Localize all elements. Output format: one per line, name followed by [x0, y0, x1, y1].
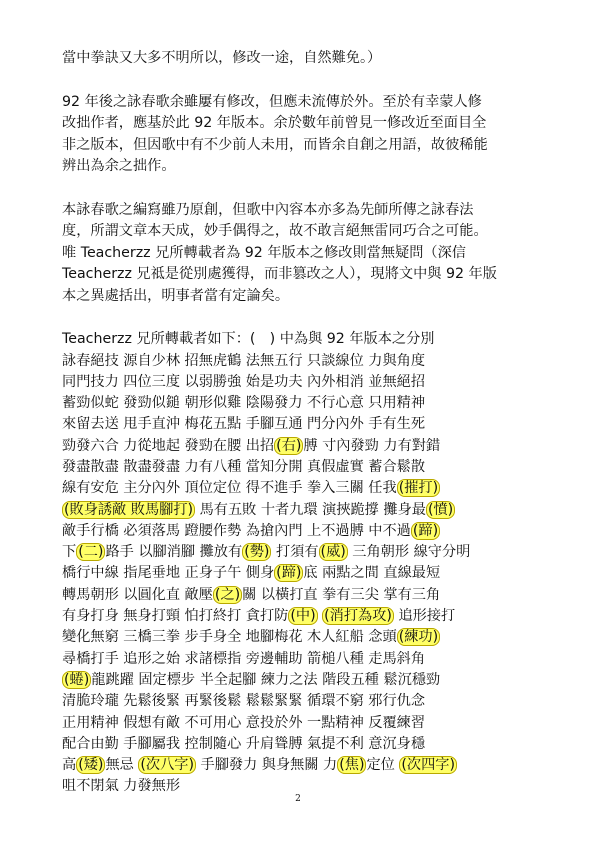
text-line: 本詠春歌之編寫雖乃原創，但歌中內容本亦多為先師所傳之詠春法 [62, 201, 474, 218]
verse-text: 線有安危 主分內外 頂位定位 得不進手 拳入三關 任我 [62, 480, 397, 497]
highlighted-difference: (之) [214, 586, 241, 603]
verse-line [62, 372, 562, 393]
text-line: Teacherzz 兄祗是從別處獲得，而非篡改之人），現將文中與 92 年版 [62, 266, 497, 282]
paragraph-3 [62, 200, 562, 308]
verse-line [62, 713, 562, 734]
highlighted-difference: (中) [290, 608, 316, 625]
page-number: 2 [295, 794, 301, 804]
verse-text: 馬有五敗 十者九環 演挾跪撐 攤身最 [195, 501, 426, 518]
highlighted-difference: (勢) [244, 544, 270, 561]
verse-line [62, 649, 562, 670]
verse-line [62, 521, 562, 542]
verse-text: 清脆玲瓏 先鬆後緊 再緊後鬆 鬆鬆緊緊 循環不窮 邪行仇念 [62, 693, 426, 710]
highlighted-difference: (次四字) [401, 757, 456, 774]
highlighted-difference: (蹄) [412, 522, 439, 539]
verse-text: 敵手行橋 必須落馬 蹬腰作勢 為搶內門 上不過膊 中不過 [62, 522, 411, 539]
highlighted-difference: (矮) [78, 757, 104, 774]
highlighted-difference: (威) [320, 544, 346, 561]
verse-text: 發盡散盡 散盡發盡 力有八種 當知分開 真假虛實 蓄合鬆散 [62, 458, 426, 475]
verse-text: 蓄勁似蛇 發勁似鎚 朝形似雞 陰陽發力 不行心意 只用精神 [62, 395, 426, 412]
verse-text: 下 [62, 544, 77, 561]
text-line: 改拙作者，應基於此 92 年版本。余於數年前曾見一修改近至面目全 [62, 115, 487, 131]
verse-line [62, 734, 562, 755]
highlighted-difference: (消打為攻) [324, 608, 392, 625]
verse-text: 路手 以腳消腳 攤放有 [105, 544, 243, 561]
highlighted-difference: (摧打) [398, 480, 439, 497]
verse-text: 橋行中線 指尾垂地 正身子午 側身 [62, 565, 275, 582]
highlighted-difference: (練功) [398, 629, 439, 646]
verse-text: 追形接打 [393, 608, 456, 625]
verse-line [62, 436, 562, 457]
verse-text: 勁發六合 力從地起 發勁在腰 出招 [62, 437, 275, 454]
highlighted-difference: (敗身誘敵 敗馬腳打) [64, 501, 194, 518]
verse-line [62, 691, 562, 712]
verse-line [62, 414, 562, 435]
verse-text: 正用精神 假想有敵 不可用心 意投於外 一點精神 反覆練習 [62, 714, 426, 731]
highlighted-difference: (次八字) [140, 757, 194, 774]
verse-text: 配合由勤 手腳屬我 控制隨心 升肩聳膊 氣提不利 意沉身穩 [62, 735, 426, 752]
verse-text: 關 以橫打直 拳有三尖 掌有三角 [242, 586, 441, 603]
text-line: 92 年後之詠春歌余雖屢有修改，但應未流傳於外。至於有幸蒙人修 [62, 93, 482, 110]
verse-text: 來留去送 甩手直沖 梅花五點 手腳互通 門分內外 手有生死 [62, 416, 426, 433]
verse-line [62, 542, 562, 563]
highlighted-difference: (蜷) [64, 671, 90, 688]
text-line: 度，所謂文章本天成，妙手偶得之，故不敢言絕無雷同巧合之可能。 [62, 223, 488, 239]
paragraph-1 [62, 48, 562, 70]
verse-line [62, 627, 562, 648]
verse-text: 定位 [366, 757, 400, 774]
verse-line [62, 606, 562, 627]
verse-line [62, 393, 562, 414]
verse-text: 變化無窮 三橋三拳 步手身全 地腳梅花 木人紅船 念頭 [62, 629, 397, 646]
verse-text: 手腳發力 與身無關 力 [196, 757, 338, 774]
highlighted-difference: (右) [276, 437, 302, 454]
verse-text: 尋橋打手 追形之始 求諸標指 旁邊輔助 箭槌八種 走馬斜角 [62, 650, 426, 667]
document-body [62, 48, 562, 798]
verse-text: 三角朝形 線守分明 [347, 544, 471, 561]
verse-text: 龍跳躍 固定標步 半全起腳 練力之法 階段五種 鬆沉穩勁 [91, 671, 441, 688]
verse-text: 有身打身 無身打頸 怕打終打 貪打防 [62, 608, 289, 625]
verse-list [62, 351, 562, 798]
verse-text: 詠春絕技 源自少林 招無虎鶴 法無五行 只談線位 力與角度 [62, 352, 426, 369]
text-line: 當中拳訣又大多不明所以，修改一途，自然難免。） [62, 50, 382, 66]
text-line: 非之版本，但因歌中有不少前人未用，而皆余自創之用語，故彼稀能 [62, 136, 488, 153]
verse-text: 咀不閉氣 力發無形 [62, 778, 181, 795]
verse-text: 底 兩點之間 直線最短 [303, 565, 441, 582]
verse-line [62, 585, 562, 606]
verse-text: 膊 寸內發勁 力有對錯 [303, 437, 441, 454]
text-line: 唯 Teacherzz 兄所轉載者為 92 年版本之修改則當無疑問（深信 [62, 244, 466, 261]
verse-text: 轉馬朝形 以圓化直 敵壓 [62, 586, 213, 603]
verse-text: 無忌 [105, 757, 139, 774]
verse-line [62, 351, 562, 372]
verse-line [62, 457, 562, 478]
verse-text: 同門技力 四位三度 以弱勝強 始是功夫 內外相消 並無絕招 [62, 373, 426, 390]
verse-text: 打須有 [271, 544, 319, 561]
verse-line [62, 478, 562, 499]
text-line: 辨出為余之拙作。 [62, 158, 176, 174]
verse-text: 高 [62, 757, 77, 774]
verse-intro: Teacherzz 兄所轉載者如下：( ) 中為與 92 年版本之分別 [62, 331, 435, 347]
highlighted-difference: (憤) [427, 501, 454, 518]
text-line: 本之異處括出，明事者當有定論矣。 [62, 287, 290, 304]
verse-line [62, 755, 562, 776]
highlighted-difference: (焦) [339, 757, 365, 774]
verse-line [62, 500, 562, 521]
highlighted-difference: (二) [78, 544, 104, 561]
highlighted-difference: (蹄) [276, 565, 302, 582]
verse-line [62, 670, 562, 691]
paragraph-2 [62, 92, 562, 178]
verse-line [62, 563, 562, 584]
